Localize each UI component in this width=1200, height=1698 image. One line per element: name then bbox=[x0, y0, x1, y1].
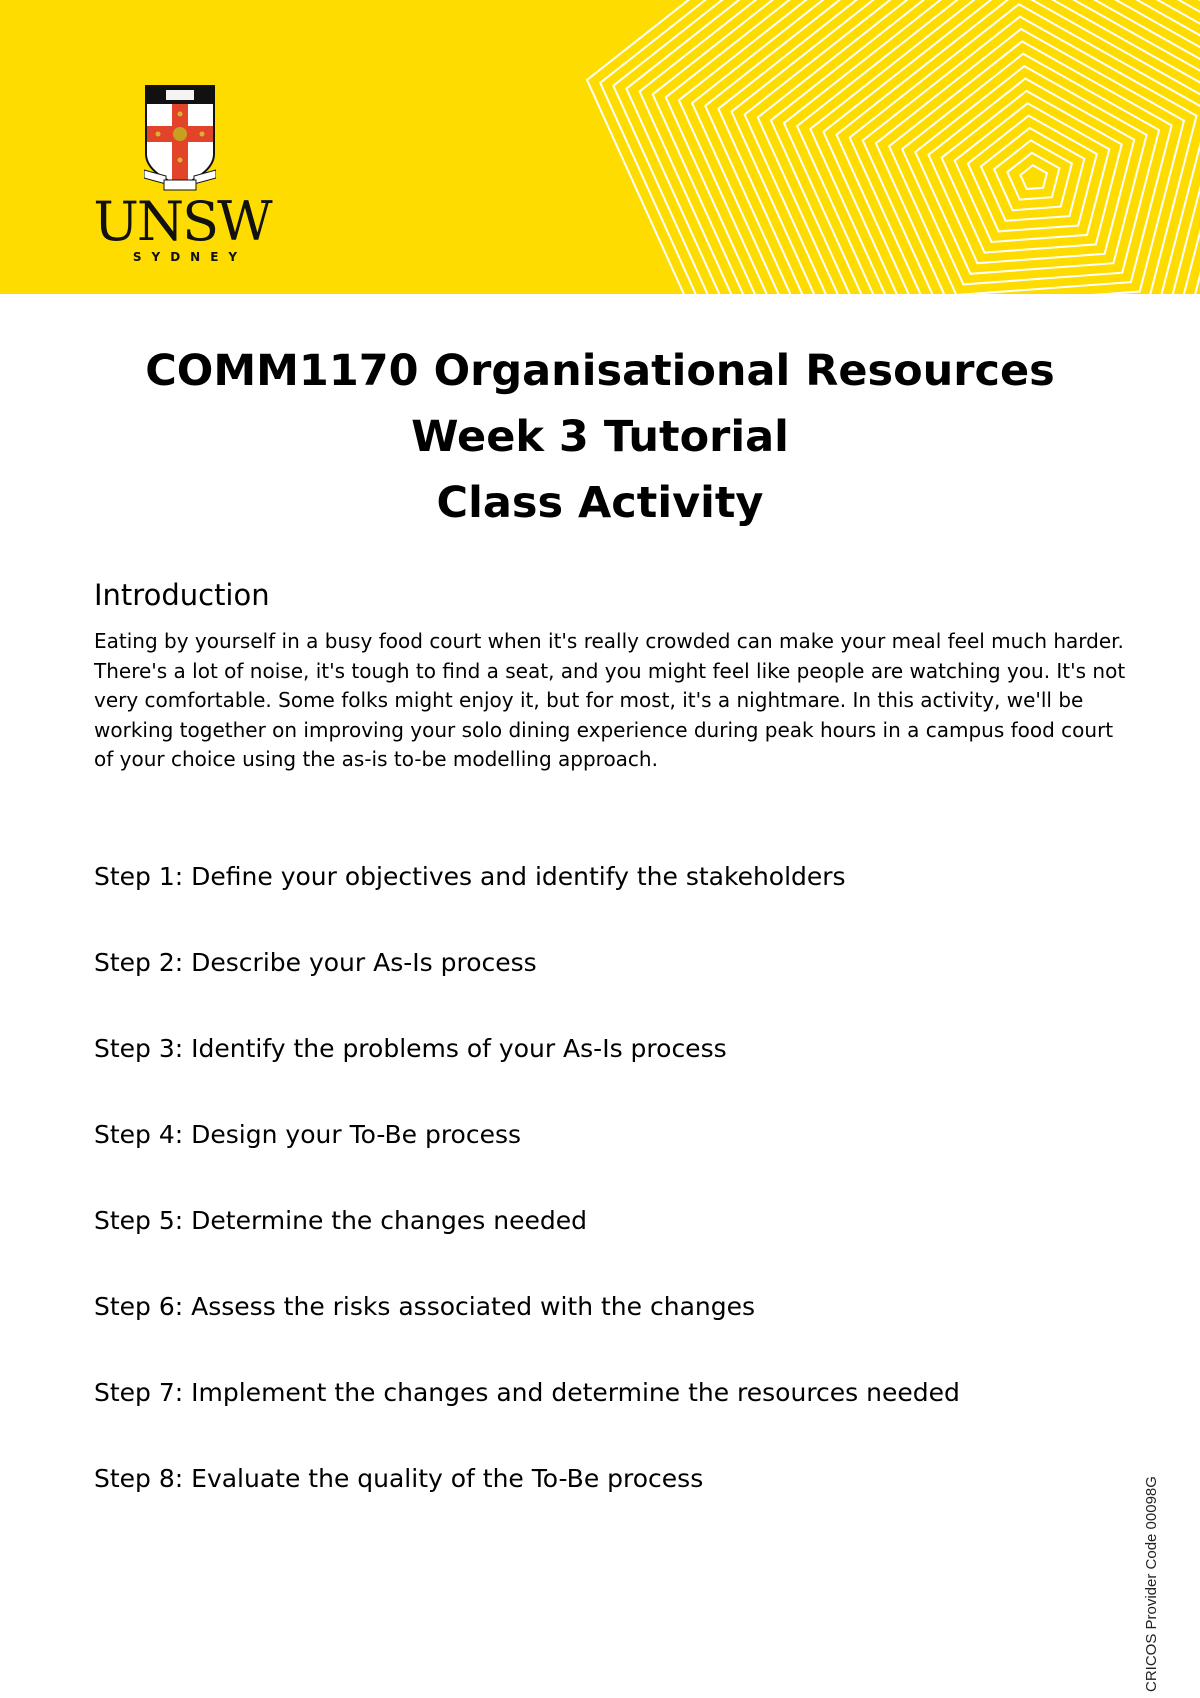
week-title: Week 3 Tutorial bbox=[411, 412, 789, 462]
steps-list bbox=[94, 862, 960, 1550]
activity-title: Class Activity bbox=[436, 478, 764, 528]
unsw-logo bbox=[92, 82, 272, 272]
step-2: Step 2: Describe your As-Is process bbox=[94, 948, 537, 977]
course-title: COMM1170 Organisational Resources bbox=[145, 346, 1055, 396]
step-8: Step 8: Evaluate the quality of the To-Be process bbox=[94, 1464, 704, 1493]
introduction-body: Eating by yourself in a busy food court when it's really crowded can make your meal feel much harder. There's a lot of noise, it's tough to find a seat, and you might feel like people are watching you. It's not very comfortable. Some folks might enjoy it, but for most, it's a nightmare. In this activity, we'll be working together on improving your solo dining experience during peak hours in a campus food court of your choice using the as-is to-be modelling approach. bbox=[94, 629, 1126, 771]
introduction-heading: Introduction bbox=[94, 578, 270, 612]
step-7: Step 7: Implement the changes and determine the resources needed bbox=[94, 1378, 960, 1407]
step-1: Step 1: Define your objectives and identify the stakeholders bbox=[94, 862, 846, 891]
unsw-subtitle: SYDNEY bbox=[132, 250, 248, 264]
page-title bbox=[0, 338, 1200, 536]
unsw-coat-of-arms-icon bbox=[144, 84, 216, 194]
step-5: Step 5: Determine the changes needed bbox=[94, 1206, 587, 1235]
header-banner bbox=[0, 0, 1200, 294]
step-6: Step 6: Assess the risks associated with the changes bbox=[94, 1292, 756, 1321]
step-4: Step 4: Design your To-Be process bbox=[94, 1120, 522, 1149]
unsw-wordmark: UNSW bbox=[93, 190, 271, 253]
cricos-provider-code: CRICOS Provider Code 00098G bbox=[1143, 1476, 1160, 1692]
step-3: Step 3: Identify the problems of your As-Is process bbox=[94, 1034, 727, 1063]
